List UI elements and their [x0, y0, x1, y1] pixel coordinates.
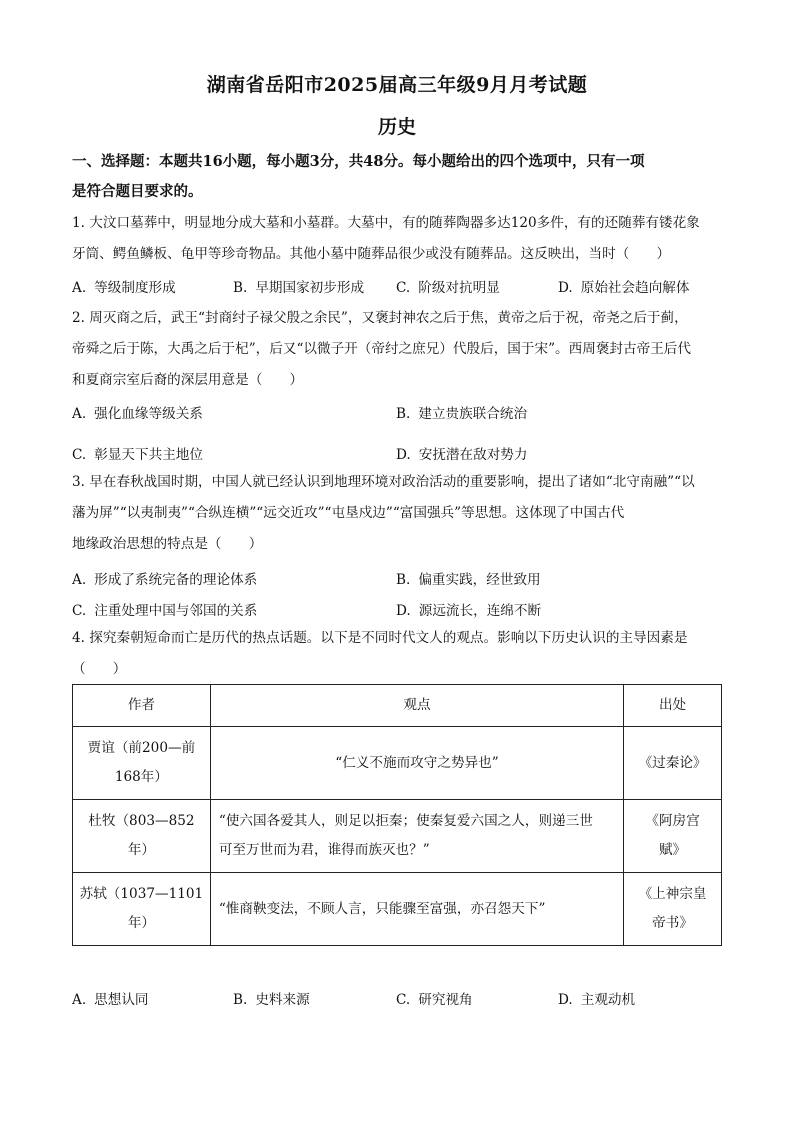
cell-line: 《阿房宫: [645, 813, 700, 829]
question-line: 帝舜之后于陈，大禹之后于杞”，后又“以微子开（帝纣之庶兄）代殷后，国于宋”。西周褒封古帝王后代: [72, 341, 691, 357]
option-d: [396, 443, 528, 463]
option-c: [396, 276, 500, 296]
option-d: [558, 988, 635, 1008]
option-text: 思想认同: [94, 992, 149, 1008]
option-text: 等级制度形成: [94, 280, 176, 296]
option-text: 偏重实践，经世致用: [418, 572, 541, 588]
table-header: 观点: [210, 685, 623, 727]
table-cell-source: [624, 727, 722, 800]
cell-line: “使六国各爱其人，则足以拒秦；使秦复爱六国之人，则递三世: [218, 813, 593, 829]
section-line: 一、选择题：本题共16小题，每小题3分，共48分。每小题给出的四个选项中，只有一项: [72, 153, 645, 170]
option-text: 源远流长，连绵不断: [418, 603, 542, 619]
section-line: 是符合题目要求的。: [72, 183, 203, 200]
question-4-stem: [72, 623, 724, 685]
viewpoints-table: [72, 684, 722, 946]
cell-line: 年）: [127, 915, 156, 931]
option-label: D.: [558, 992, 573, 1008]
question-1-options: [72, 276, 724, 300]
exam-title: 湖南省岳阳市2025届高三年级9月月考试题: [206, 74, 588, 96]
cell-line: 苏轼（1037—1101: [79, 886, 204, 902]
option-text: 强化血缘等级关系: [94, 406, 203, 422]
question-4-options: [72, 988, 724, 1012]
table-cell-source: [624, 873, 722, 946]
section-instructions: [72, 147, 724, 207]
option-text: 阶级对抗明显: [418, 280, 500, 296]
table-header-row: [73, 685, 722, 727]
option-label: C.: [396, 280, 411, 296]
option-a: [72, 276, 176, 296]
subject-title: 历史: [377, 116, 416, 138]
option-label: A.: [72, 572, 87, 588]
option-text: 建立贵族联合统治: [418, 406, 528, 422]
cell-line: 168年）: [114, 769, 168, 785]
question-2-options-row1: [72, 402, 724, 426]
option-a: [72, 988, 149, 1008]
question-3-options-row2: [72, 599, 724, 623]
option-d: [558, 276, 690, 296]
option-label: A.: [72, 280, 87, 296]
option-label: B.: [396, 406, 411, 422]
cell-line: 赋》: [658, 842, 687, 858]
question-2-options-row2: [72, 443, 724, 467]
question-line: 2. 周灭商之后，武王“封商纣子禄父殷之余民”，又褒封神农之后于焦，黄帝之后于祝，帝尧之后于蓟，: [72, 310, 688, 326]
cell-line: 《上神宗皇: [638, 886, 707, 902]
question-2-stem: [72, 303, 724, 396]
question-line: 4. 探究秦朝短命而亡是历代的热点话题。以下是不同时代文人的观点。影响以下历史认识的主导因素是: [72, 630, 688, 646]
option-d: [396, 599, 541, 619]
option-c: [72, 443, 203, 463]
option-b: [233, 988, 310, 1008]
option-a: [72, 402, 203, 422]
option-b: [396, 402, 527, 422]
question-3-options-row1: [72, 568, 724, 592]
table-header: 出处: [624, 685, 722, 727]
option-text: 形成了系统完备的理论体系: [94, 572, 258, 588]
question-line: 1. 大汶口墓葬中，明显地分成大墓和小墓群。大墓中，有的随葬陶器多达120多件，有的还随葬有镂花象: [72, 215, 700, 231]
option-text: 原始社会趋向解体: [580, 280, 690, 296]
option-a: [72, 568, 257, 588]
option-c: [72, 599, 257, 619]
cell-line: 年）: [127, 842, 156, 858]
question-line: 和夏商宗室后裔的深层用意是（ ）: [72, 372, 304, 388]
option-text: 注重处理中国与邻国的关系: [94, 603, 258, 619]
option-text: 主观动机: [580, 992, 636, 1008]
cell-line: 杜牧（803—852: [88, 813, 195, 829]
option-label: D.: [396, 447, 411, 463]
option-text: 史料来源: [255, 992, 310, 1008]
table-cell-author: [73, 873, 211, 946]
option-text: 彰显天下共主地位: [94, 447, 203, 463]
cell-line: 《过秦论》: [638, 754, 707, 771]
table-row: [73, 727, 722, 800]
option-text: 早期国家初步形成: [255, 280, 365, 296]
question-line: 3. 早在春秋战国时期，中国人就已经认识到地理环境对政治活动的重要影响，提出了诸如“北守南融”“以: [72, 474, 695, 490]
option-label: D.: [558, 280, 573, 296]
option-text: 安抚潜在敌对势力: [418, 447, 528, 463]
option-b: [233, 276, 364, 296]
option-label: C.: [396, 992, 411, 1008]
table-row: [73, 800, 722, 873]
option-text: 研究视角: [418, 992, 473, 1008]
option-label: A.: [72, 406, 87, 422]
option-b: [396, 568, 541, 588]
option-label: A.: [72, 992, 87, 1008]
table-cell-author: [73, 800, 211, 873]
option-label: B.: [233, 992, 248, 1008]
cell-line: 帝书》: [652, 915, 693, 931]
cell-line: 可至万世而为君，谁得而族灭也？”: [218, 842, 430, 858]
option-label: D.: [396, 603, 411, 619]
table-cell-author: [73, 727, 211, 800]
option-label: B.: [396, 572, 411, 588]
option-label: C.: [72, 447, 87, 463]
cell-line: “惟商鞅变法，不顾人言，只能骤至富强，亦召怨天下”: [218, 900, 546, 917]
cell-line: 贾谊（前200—前: [87, 740, 196, 756]
table-cell-source: [624, 800, 722, 873]
question-3-stem: [72, 467, 724, 560]
option-label: B.: [233, 280, 248, 296]
question-line: 地缘政治思想的特点是（ ）: [72, 536, 263, 552]
table-cell-view: [210, 800, 623, 873]
option-c: [396, 988, 473, 1008]
cell-line: “仁义不施而攻守之势异也”: [335, 754, 499, 771]
question-line: （ ）: [72, 661, 127, 677]
question-line: 牙筒、鳄鱼鳞板、龟甲等珍奇物品。其他小墓中随葬品很少或没有随葬品。这反映出，当时（ ）: [72, 246, 671, 262]
question-1-stem: [72, 208, 724, 270]
table-row: [73, 873, 722, 946]
question-line: 藩为屏”“以夷制夷”“合纵连横”“远交近攻”“屯垦戍边”“富国强兵”等思想。这体现了中国古代: [72, 505, 625, 521]
option-label: C.: [72, 603, 87, 619]
table-cell-view: [210, 873, 623, 946]
table-header: 作者: [73, 685, 211, 727]
table-cell-view: [210, 727, 623, 800]
